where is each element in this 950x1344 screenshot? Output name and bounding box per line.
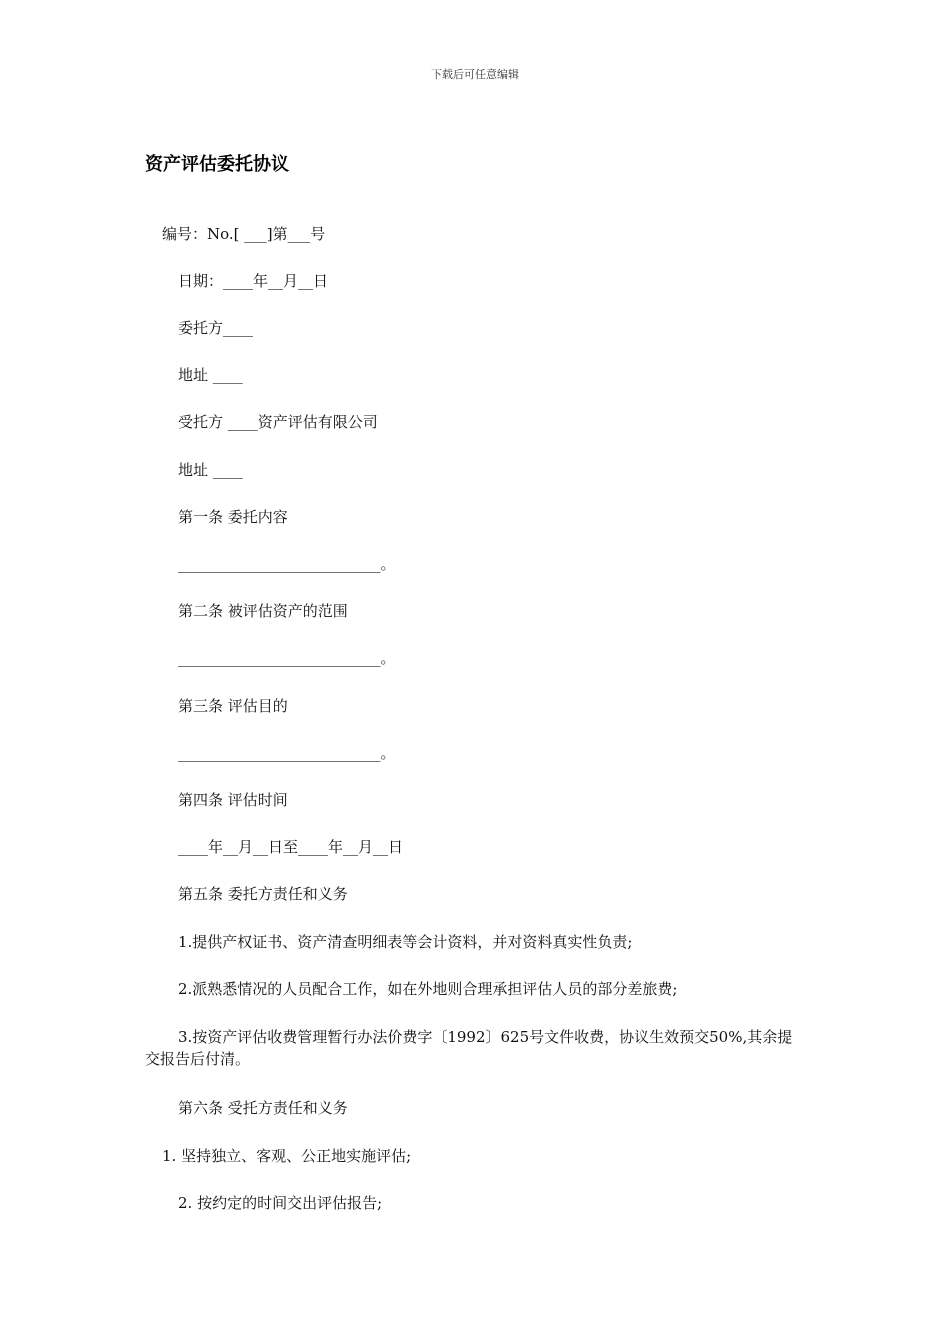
client-address-line: 地址 ____ <box>178 366 243 384</box>
trustee-line: 受托方 ____资产评估有限公司 <box>178 413 378 431</box>
article-2-heading: 第二条 被评估资产的范围 <box>178 602 348 620</box>
trustee-address-line: 地址 ____ <box>178 461 243 479</box>
article-6-item-2: 2. 按约定的时间交出评估报告; <box>178 1194 383 1212</box>
article-2-blank: ___________________________。 <box>178 649 396 667</box>
article-6-heading: 第六条 受托方责任和义务 <box>178 1099 348 1117</box>
date-line: 日期：____年__月__日 <box>178 272 329 290</box>
article-1-blank: ___________________________。 <box>178 555 396 573</box>
article-4-period: ____年__月__日至____年__月__日 <box>178 838 404 856</box>
article-3-heading: 第三条 评估目的 <box>178 697 288 715</box>
header-note: 下载后可任意编辑 <box>431 68 519 81</box>
document-title: 资产评估委托协议 <box>145 154 289 175</box>
article-1-heading: 第一条 委托内容 <box>178 508 288 526</box>
client-line: 委托方____ <box>178 319 254 337</box>
article-5-heading: 第五条 委托方责任和义务 <box>178 885 348 903</box>
article-3-blank: ___________________________。 <box>178 744 396 762</box>
article-6-item-1: 1. 坚持独立、客观、公正地实施评估; <box>162 1147 412 1165</box>
article-4-heading: 第四条 评估时间 <box>178 791 288 809</box>
contract-number-line: 编号：No.[ ___]第___号 <box>162 225 326 243</box>
article-5-item-3: 3.按资产评估收费管理暂行办法价费字〔1992〕625号文件收费，协议生效预交50%,其余提交报告后付清。 <box>145 1028 793 1068</box>
article-5-item-1: 1.提供产权证书、资产清查明细表等会计资料，并对资料真实性负责; <box>178 933 633 951</box>
article-5-item-2: 2.派熟悉情况的人员配合工作，如在外地则合理承担评估人员的部分差旅费; <box>178 980 678 998</box>
